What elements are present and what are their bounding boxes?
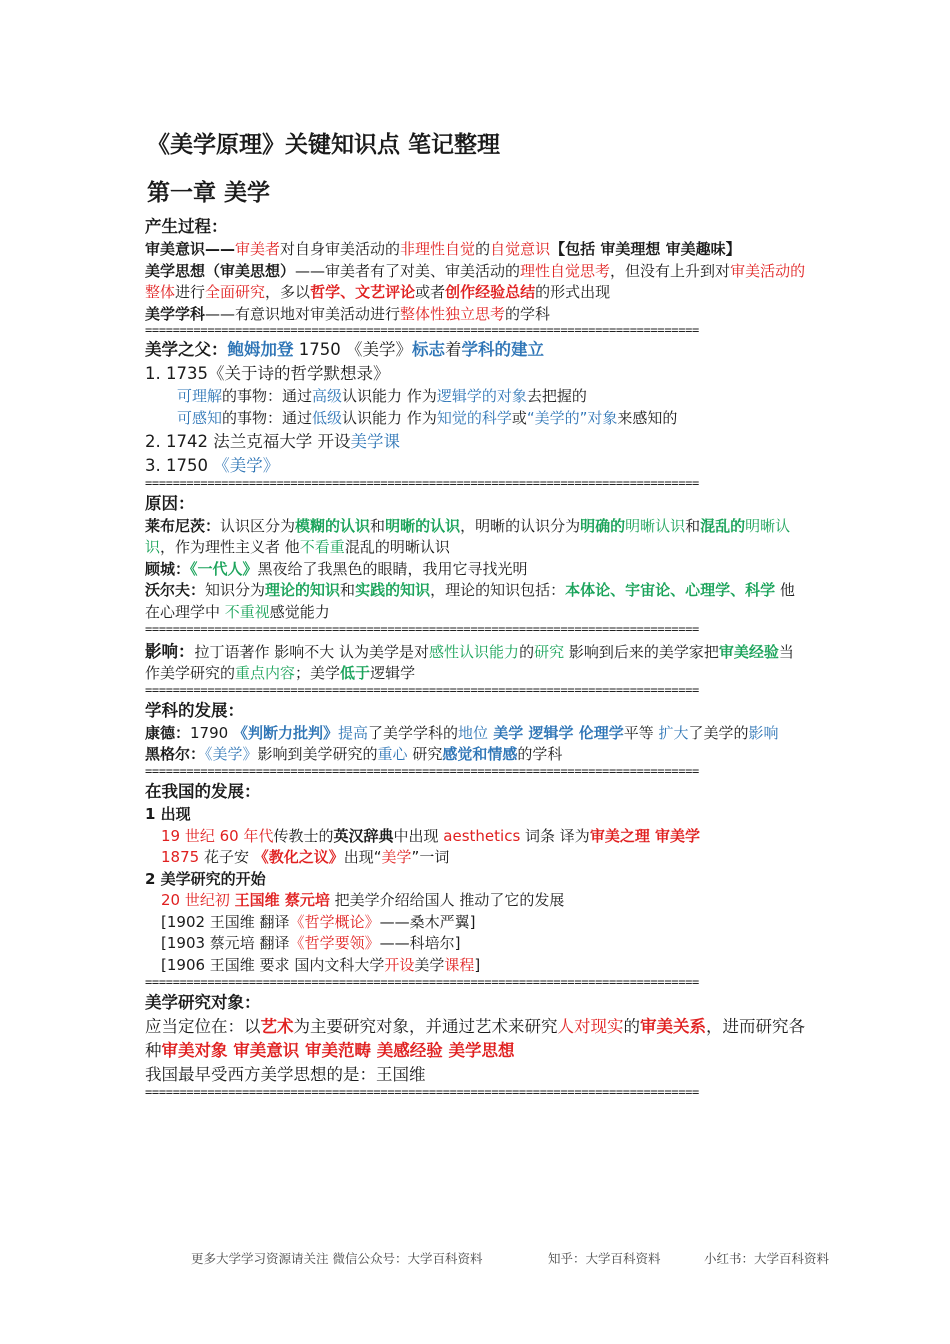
process-line-3: 美学学科——有意识地对审美活动进行整体性独立思考的学科: [145, 304, 551, 323]
separator-line: ================================================================================: [145, 976, 699, 988]
section-heading-china: 在我国的发展：: [145, 781, 261, 801]
footer-zhihu: 知乎：大学百科资料: [548, 1251, 661, 1266]
separator-line: ================================================================================: [145, 325, 699, 337]
china-point-1a: 19 世纪 60 年代传教士的英汉辞典中出现 aesthetics 词条 译为审美之理 审美学: [161, 826, 701, 845]
chapter-heading: 第一章 美学: [147, 180, 271, 206]
separator-line: ================================================================================: [145, 684, 699, 696]
document-title: 《美学原理》关键知识点 笔记整理: [147, 132, 501, 158]
separator-line: ================================================================================: [145, 765, 699, 777]
object-line-2: 我国最早受西方美学思想的是：王国维: [145, 1064, 426, 1084]
section-heading-reasons: 原因：: [145, 493, 195, 513]
section-heading-development: 学科的发展：: [145, 700, 244, 720]
china-point-2: 2 美学研究的开始: [145, 869, 266, 888]
process-line-1: 审美意识——审美者对自身审美活动的非理性自觉的自觉意识【包括 审美理想 审美趣味】: [145, 240, 741, 258]
separator-line: ================================================================================: [145, 1086, 699, 1098]
footer-xiaohongshu: 小红书：大学百科资料: [704, 1251, 830, 1266]
section-heading-process: 产生过程：: [145, 217, 228, 236]
father-item-2: 2. 1742 法兰克福大学 开设美学课: [145, 431, 400, 451]
object-line-1: 应当定位在：以艺术为主要研究对象，并通过艺术来研究人对现实的审美关系，进而研究各种审美对象 审美意识 审美范畴 美感经验 美学思想: [145, 1016, 805, 1060]
father-subitem-2: 可感知的事物：通过低级认识能力 作为知觉的科学或“美学的”对象来感知的: [177, 408, 678, 427]
process-line-2: 美学思想（审美思想）——审美者有了对美、审美活动的理性自觉思考，但没有上升到对审美活动的整体进行全面研究，多以哲学、文艺评论或者创作经验总结的形式出现: [145, 261, 806, 302]
reason-wolff: 沃尔夫：知识分为理论的知识和实践的知识，理论的知识包括：本体论、宇宙论、心理学、科学 他在心理学中 不重视感觉能力: [145, 581, 795, 621]
development-hegel: 黑格尔：《美学》影响到美学研究的重心 研究感觉和情感的学科: [145, 745, 563, 764]
reason-gucheng: 顾城：《一代人》黑夜给了我黑色的眼睛，我用它寻找光明: [145, 559, 528, 578]
father-subitem-1: 可理解的事物：通过高级认识能力 作为逻辑学的对象去把握的: [177, 387, 587, 406]
footer-wechat: 更多大学学习资源请关注 微信公众号：大学百科资料: [191, 1251, 483, 1266]
china-bracket-1906: [1906 王国维 要求 国内文科大学开设美学课程]: [161, 956, 481, 975]
separator-line: ================================================================================: [145, 623, 699, 635]
section-heading-object: 美学研究对象：: [145, 992, 261, 1012]
china-bracket-1903: [1903 蔡元培 翻译《哲学要领》——科培尔]: [161, 934, 461, 953]
influence-paragraph: 影响：拉丁语著作 影响不大 认为美学是对感性认识能力的研究 影响到后来的美学家把审美经验当作美学研究的重点内容；美学低于逻辑学: [145, 641, 794, 683]
father-item-3: 3. 1750 《美学》: [145, 455, 280, 475]
father-of-aesthetics-line: 美学之父：鲍姆加登 1750 《美学》标志着学科的建立: [145, 340, 544, 360]
china-point-1: 1 出现: [145, 804, 191, 823]
notes-content: [145, 212, 808, 1100]
reason-leibniz: 莱布尼茨：认识区分为模糊的认识和明晰的认识，明晰的认识分为明确的明晰认识和混乱的明晰认识，作为理性主义者 他不看重混乱的明晰认识: [145, 516, 791, 557]
development-kant: 康德：1790 《判断力批判》提高了美学学科的地位 美学 逻辑学 伦理学平等 扩大了美学的影响: [145, 723, 779, 742]
china-point-2a: 20 世纪初 王国维 蔡元培 把美学介绍给国人 推动了它的发展: [161, 891, 565, 910]
china-bracket-1902: [1902 王国维 翻译《哲学概论》——桑木严翼]: [161, 912, 476, 931]
china-point-1b: 1875 花子安 《教化之议》出现“美学”一词: [161, 848, 450, 867]
separator-line: ================================================================================: [145, 477, 699, 489]
father-item-1: 1. 1735《关于诗的哲学默想录》: [145, 364, 390, 384]
